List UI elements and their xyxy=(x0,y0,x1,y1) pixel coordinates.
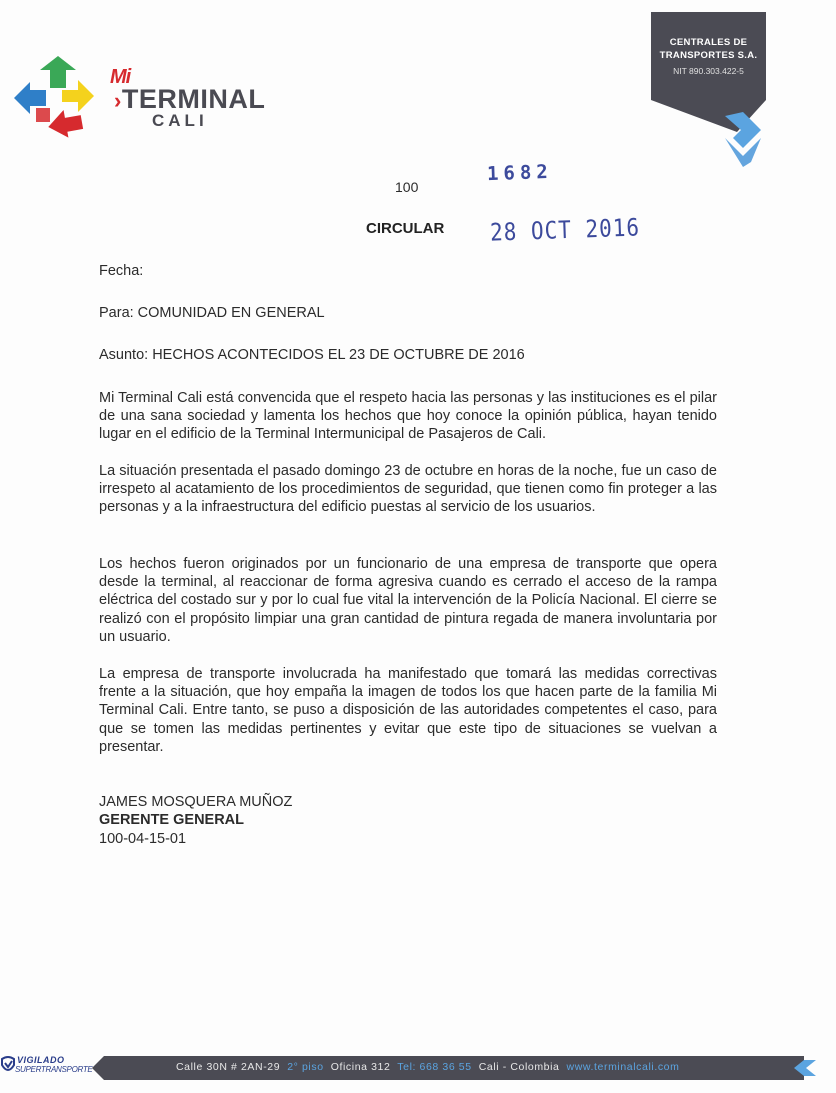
paragraph-1: Mi Terminal Cali está convencida que el respeto hacia las personas y las instituciones es el pilar de una sana sociedad y lamenta los hechos que hoy conoce la opinión pública, hayan tenido lugar en el edificio de la Terminal Intermunicipal de Pasajeros de Cali. xyxy=(99,390,717,443)
paragraph-4: La empresa de transporte involucrada ha manifestado que tomará las medidas correctivas frente a la situación, que hoy empaña la imagen de todos los que hacen parte de la familia Mi Terminal Cali. Entre tanto, se puso a disposición de las autoridades competentes el caso, para que se tomen las medidas pertinentes y evitar que este tipo de situaciones se vuelvan a presentar. xyxy=(99,666,717,755)
chevron-icon xyxy=(725,112,761,148)
footer-contact xyxy=(176,1061,679,1073)
badge-nit: NIT 890.303.422-5 xyxy=(673,66,744,76)
logo-cali-text: CALI xyxy=(152,111,208,130)
para-line: Para: COMUNIDAD EN GENERAL xyxy=(99,305,325,321)
vigilado-icon xyxy=(0,1055,16,1077)
stamp-number: 1682 xyxy=(486,160,554,186)
logo-mi-text: Mi xyxy=(110,66,131,88)
asunto-line: Asunto: HECHOS ACONTECIDOS EL 23 DE OCTUBRE DE 2016 xyxy=(99,347,525,363)
signatory-role: GERENTE GENERAL xyxy=(99,812,245,828)
footer-tel: Tel: 668 36 55 xyxy=(397,1061,472,1073)
footer-address: Calle 30N # 2AN-29 xyxy=(176,1061,281,1073)
badge-company-line1: CENTRALES DE xyxy=(669,37,748,48)
badge-company-line2: TRANSPORTES S.A. xyxy=(659,50,758,61)
footer-office: Oficina 312 xyxy=(330,1061,391,1073)
document-title: CIRCULAR xyxy=(366,220,445,237)
logo-terminal-word: TERMINAL xyxy=(121,84,266,114)
logo-terminal-text: ›TERMINAL xyxy=(114,84,266,114)
company-badge xyxy=(651,12,766,167)
stamp-date: 28 OCT 2016 xyxy=(489,213,641,247)
signatory-name: JAMES MOSQUERA MUÑOZ xyxy=(99,794,293,810)
vigilado-text: VIGILADO xyxy=(17,1055,65,1065)
paragraph-3: Los hechos fueron originados por un funcionario de una empresa de transporte que opera desde la terminal, al reaccionar de forma agresiva cuando es cerrado el acceso de la rampa eléctrica del costado sur y por lo cual fue vital la intervención de la Policía Nacional. El cierre se realizó con el propósito limpiar una gran cantidad de pintura regada de manera involuntaria por un usuario. xyxy=(99,556,717,645)
fecha-label: Fecha: xyxy=(99,263,144,279)
pinwheel-icon xyxy=(14,56,94,141)
supertransporte-text: SUPERTRANSPORTE xyxy=(15,1065,93,1074)
footer-floor: 2° piso xyxy=(287,1061,324,1073)
footer-city: Cali - Colombia xyxy=(478,1061,560,1073)
reference-code: 100-04-15-01 xyxy=(99,831,187,847)
footer-web-link[interactable]: www.terminalcali.com xyxy=(566,1061,680,1073)
document-code: 100 xyxy=(395,179,419,195)
paragraph-2: La situación presentada el pasado domingo 23 de octubre en horas de la noche, fue un caso de irrespeto al acatamiento de los procedimientos de seguridad, que tienen como fin proteger a las personas y a la infraestructura del edificio puestas al servicio de los usuarios. xyxy=(99,463,717,516)
